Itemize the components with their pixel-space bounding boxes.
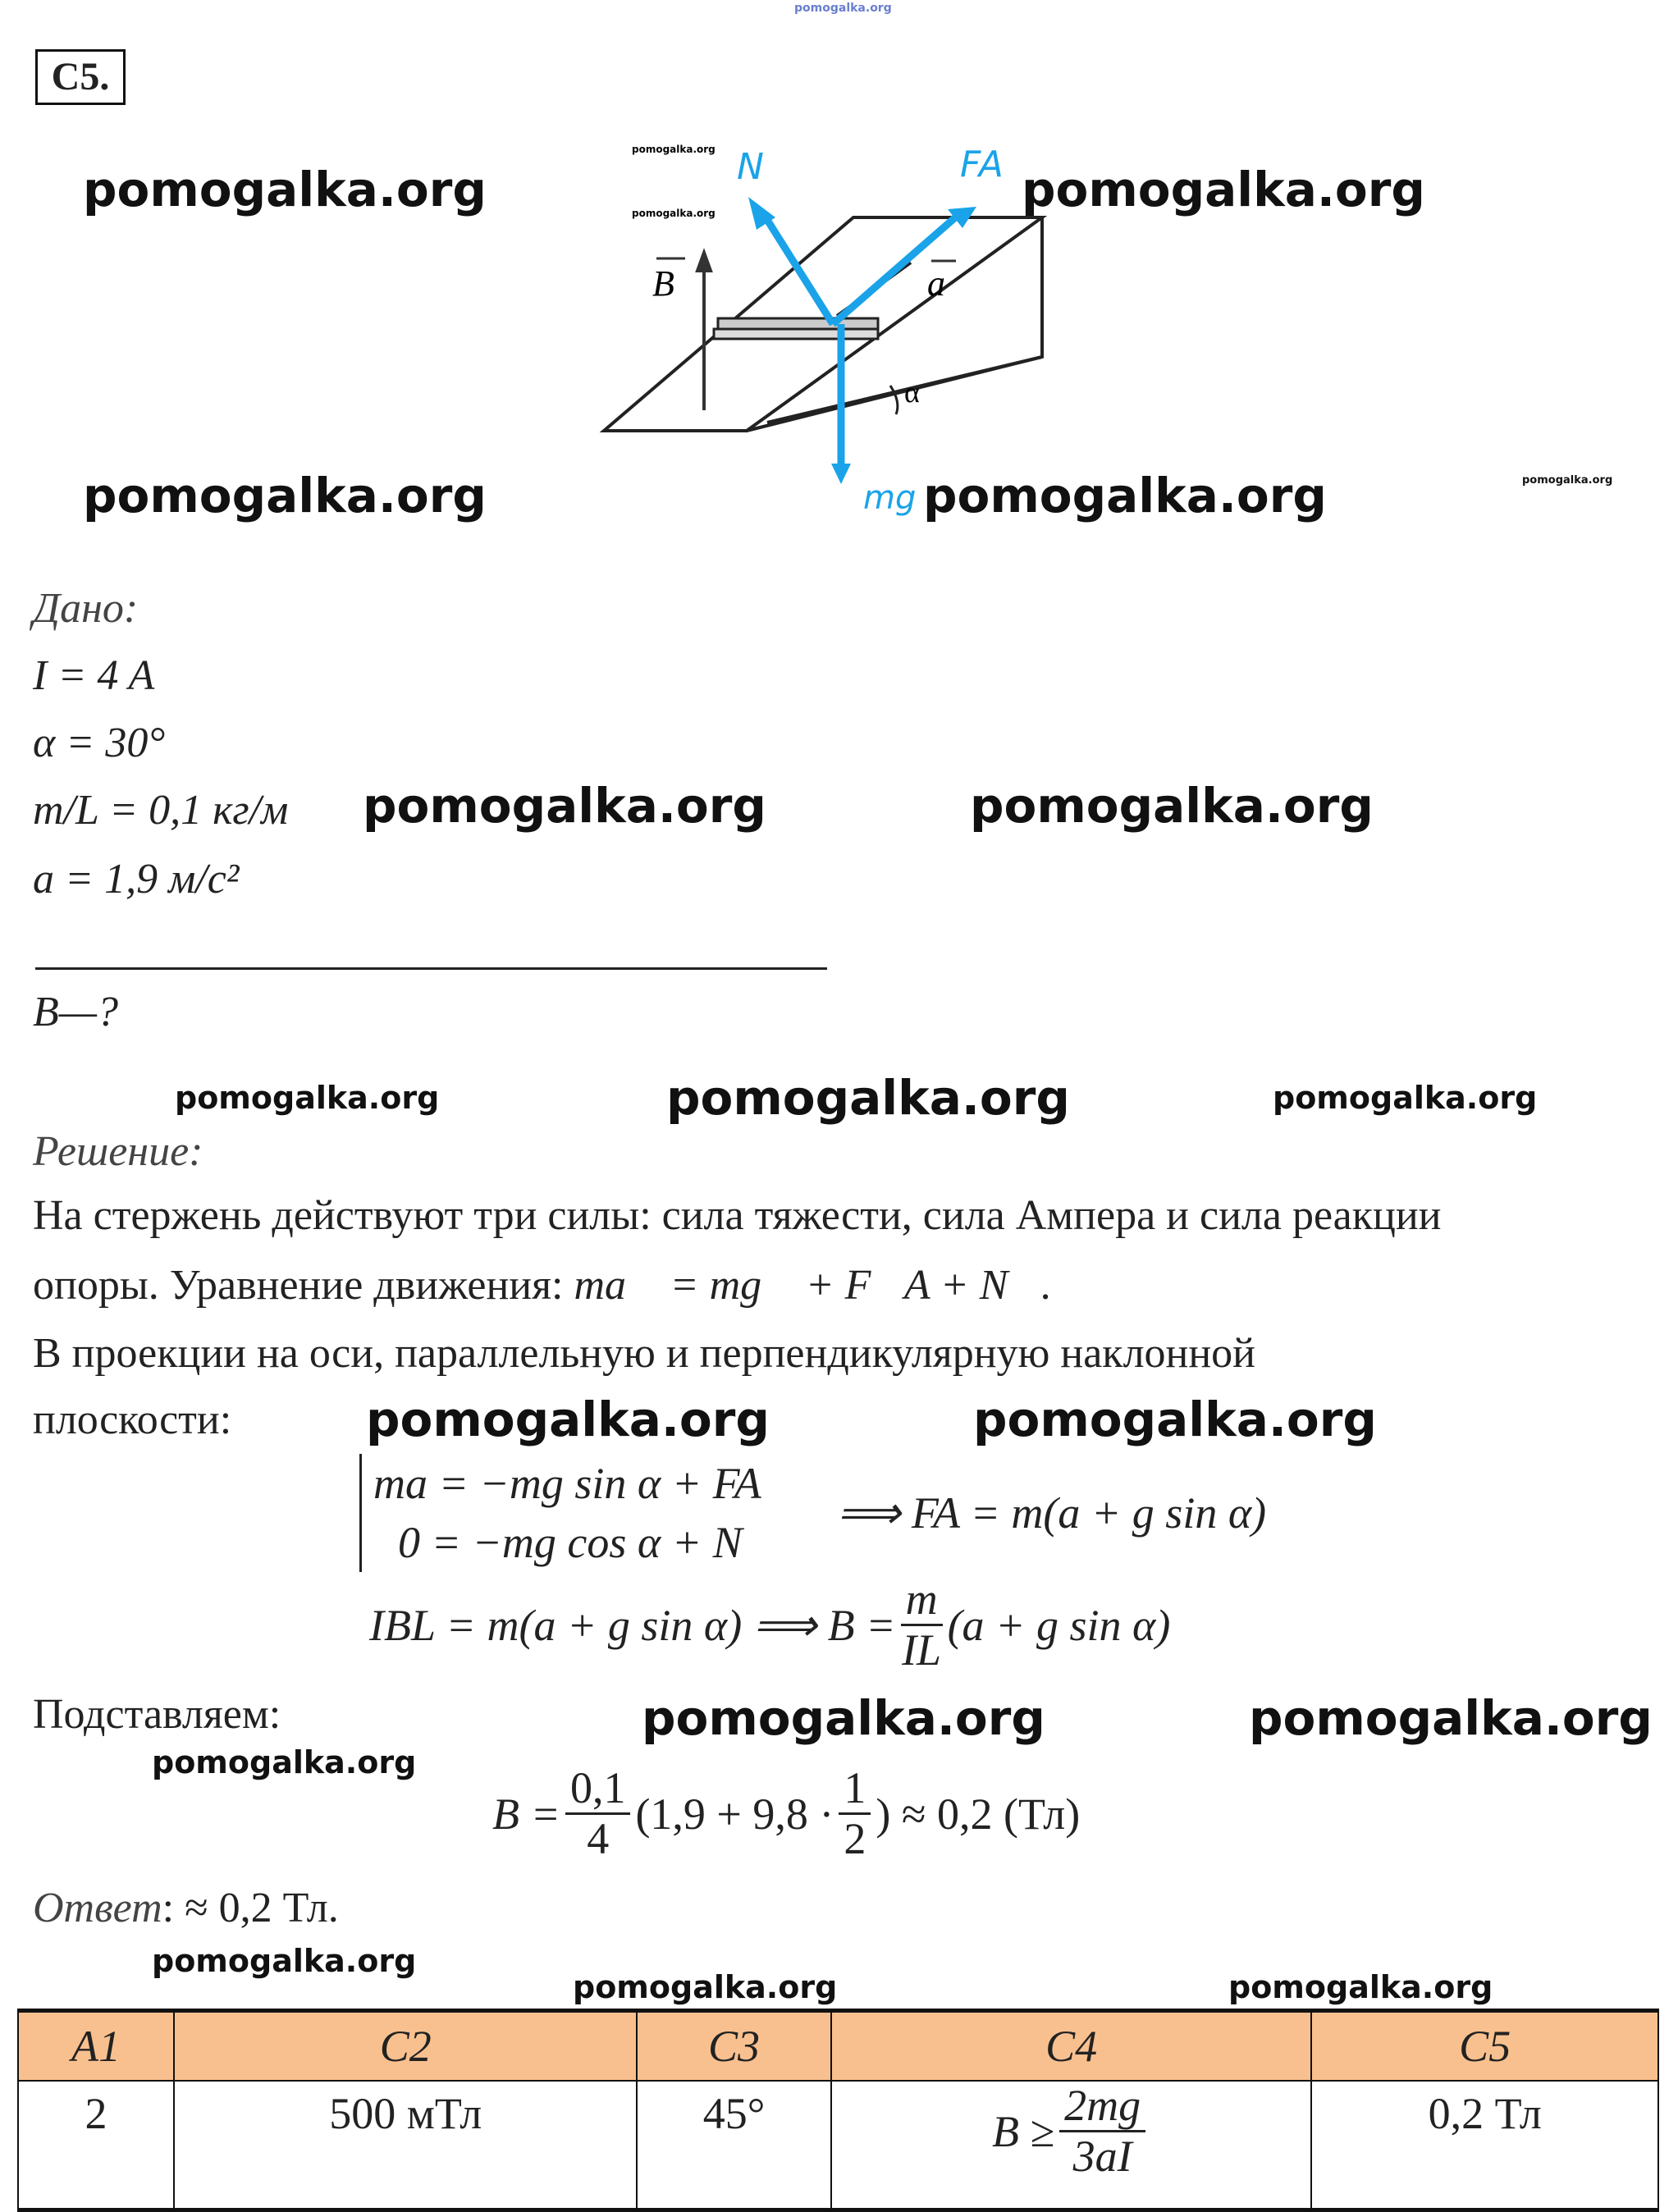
label-b: B: [652, 263, 674, 304]
formula-denominator: IL: [902, 1625, 942, 1675]
given-linear-mass: m/L = 0,1 кг/м: [33, 787, 289, 834]
find-label: B—?: [33, 989, 118, 1035]
c4-numerator: 2mg: [1059, 2082, 1145, 2132]
sub-middle: (1,9 + 9,8 ·: [635, 1789, 834, 1839]
label-mg: mg: [863, 479, 917, 517]
system-eq2: 0 = −mg cos α + N: [398, 1518, 743, 1567]
watermark: pomogalka.org: [1228, 1969, 1493, 2005]
watermark: pomogalka.org: [175, 1080, 440, 1116]
solution-para2: [33, 1264, 1052, 1307]
watermark: pomogalka.org: [923, 468, 1327, 523]
motion-equation: ma⃗ = mg⃗ + F⃗A + N⃗.: [574, 1262, 1052, 1309]
watermark: pomogalka.org: [642, 1690, 1045, 1746]
value-a1: 2: [18, 2081, 174, 2210]
label-a: a: [927, 263, 945, 304]
label-fa: FA: [960, 144, 1004, 185]
answers-table: [17, 2009, 1659, 2212]
sub-left: B =: [492, 1789, 560, 1839]
formula-right: (a + g sin α): [947, 1600, 1171, 1650]
watermark: pomogalka.org: [973, 1392, 1377, 1447]
watermark: pomogalka.org: [363, 778, 766, 834]
formula-left: IBL = m(a + g sin α) ⟹ B =: [369, 1601, 896, 1651]
header-c5: C5: [1311, 2011, 1658, 2082]
half-denominator: 2: [844, 1814, 866, 1864]
label-n: N: [737, 146, 764, 188]
incline-diagram: [599, 139, 1083, 525]
normal-force-arrow: [763, 213, 833, 324]
table-header-row: [18, 2011, 1658, 2082]
watermark: pomogalka.org: [83, 468, 487, 523]
label-alpha: α: [904, 376, 920, 409]
solution-title: Решение:: [33, 1128, 203, 1175]
header-c2: C2: [174, 2011, 637, 2082]
given-angle: α = 30°: [33, 720, 166, 766]
problem-label: C5.: [35, 49, 126, 105]
c4-denominator: 3aI: [1072, 2132, 1132, 2182]
value-c4: [831, 2081, 1312, 2210]
header-a1: A1: [18, 2011, 174, 2082]
watermark: pomogalka.org: [970, 778, 1374, 834]
watermark: pomogalka.org: [152, 1943, 417, 1979]
watermark: pomogalka.org: [1022, 162, 1425, 217]
sub-denominator: 4: [587, 1814, 610, 1864]
solution-para1: На стержень действуют три силы: сила тяжести, сила Ампера и сила реакции: [33, 1192, 1442, 1239]
given-acceleration: a = 1,9 м/с²: [33, 856, 240, 903]
given-current: I = 4 A: [33, 652, 155, 699]
table-row: [18, 2081, 1658, 2210]
watermark: pomogalka.org: [666, 1070, 1070, 1126]
solution-para4: плоскости:: [33, 1396, 232, 1443]
b-formula: [369, 1575, 1170, 1675]
given-title: Дано:: [33, 585, 139, 632]
system-result: ⟹ FA = m(a + g sin α): [837, 1488, 1267, 1538]
system-eq1: ma = −mg sin α + FA: [373, 1459, 761, 1508]
value-c2: 500 мТл: [174, 2081, 637, 2210]
watermark: pomogalka.org: [1273, 1080, 1538, 1116]
para2-text: опоры. Уравнение движения:: [33, 1262, 574, 1309]
rod: [714, 318, 878, 339]
sub-numerator: 0,1: [565, 1764, 631, 1815]
watermark: pomogalka.org: [632, 208, 716, 219]
equation-system: [359, 1454, 761, 1572]
force-arrows: [748, 197, 976, 484]
watermark: pomogalka.org: [83, 162, 487, 217]
watermark: pomogalka.org: [366, 1392, 770, 1447]
watermark: pomogalka.org: [1249, 1690, 1653, 1746]
answer-value: : ≈ 0,2 Тл.: [162, 1885, 339, 1931]
watermark-top: pomogalka.org: [794, 2, 892, 15]
solution-para3: В проекции на оси, параллельную и перпендикулярную наклонной: [33, 1330, 1255, 1377]
b-field-arrow: [697, 253, 711, 410]
substitution-formula: [492, 1764, 1080, 1864]
substitute-label: Подставляем:: [33, 1691, 281, 1738]
header-c4: C4: [831, 2011, 1312, 2082]
c4-prefix: B ≥: [992, 2106, 1055, 2156]
value-c5: 0,2 Тл: [1311, 2081, 1658, 2210]
header-c3: C3: [637, 2011, 830, 2082]
divider: [35, 967, 827, 970]
half-numerator: 1: [839, 1764, 871, 1815]
sub-right: ) ≈ 0,2 (Тл): [876, 1789, 1081, 1839]
watermark: pomogalka.org: [573, 1969, 838, 2005]
watermark: pomogalka.org: [632, 144, 716, 155]
value-c3: 45°: [637, 2081, 830, 2210]
watermark: pomogalka.org: [152, 1744, 417, 1780]
watermark: pomogalka.org: [1522, 474, 1613, 487]
formula-numerator: m: [901, 1575, 943, 1626]
answer: [33, 1887, 339, 1930]
answer-label: Ответ: [33, 1885, 162, 1931]
